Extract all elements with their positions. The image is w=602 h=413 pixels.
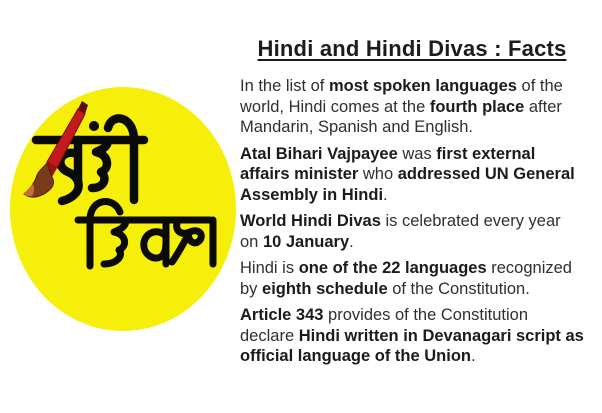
fact-paragraph: In the list of most spoken languages of the world, Hindi comes at the fourth place after Mandarin, Spanish and English.: [240, 77, 563, 136]
article-column: [240, 36, 584, 373]
fact-paragraph: Hindi is one of the 22 languages recognized by eighth schedule of the Constitution.: [240, 259, 572, 298]
page-title: Hindi and Hindi Divas : Facts: [257, 36, 567, 61]
fact-paragraph: World Hindi Divas is celebrated every year on 10 January.: [240, 212, 561, 251]
hindi-divas-logo-svg: [8, 84, 240, 336]
facts-list: [240, 76, 584, 367]
fact-paragraph: Atal Bihari Vajpayee was first external affairs minister who addressed UN General Assembly in Hindi.: [240, 144, 575, 204]
hindi-divas-logo: [8, 84, 240, 336]
fact-paragraph: Article 343 provides of the Constitution declare Hindi written in Devanagari script as official language of the Union.: [240, 306, 584, 365]
